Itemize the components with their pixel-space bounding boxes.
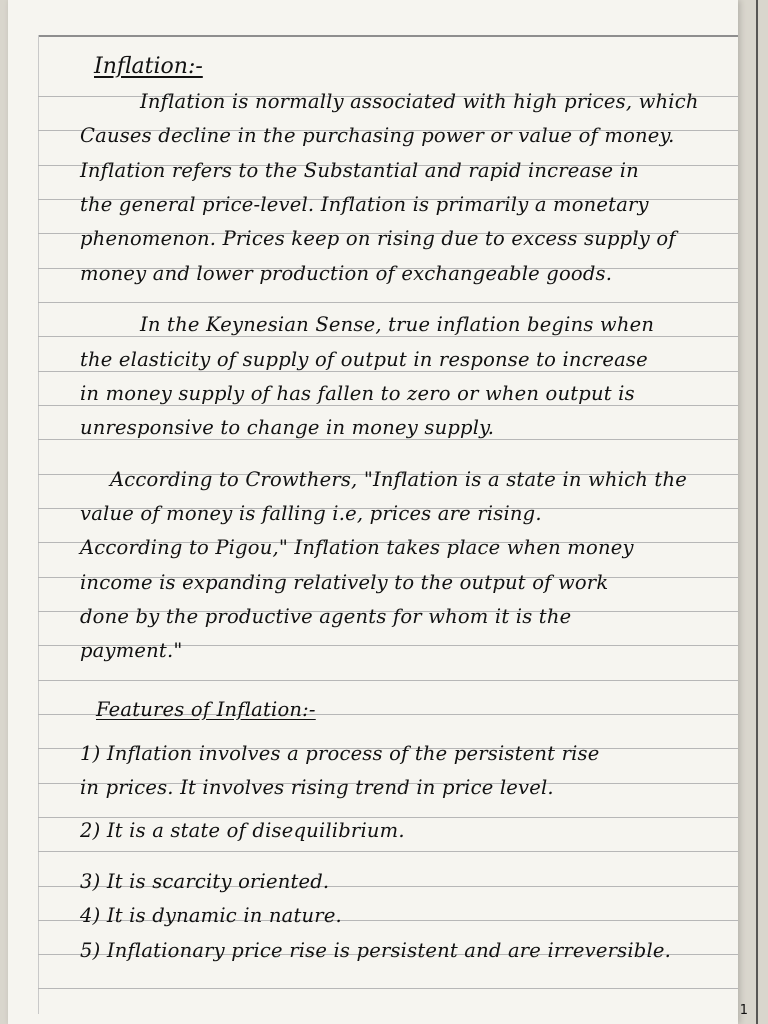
- list-item: 2) It is a state of disequilibrium.: [80, 819, 405, 842]
- ruled-line: [38, 371, 738, 372]
- ruled-line: [38, 851, 738, 852]
- list-item: 3) It is scarcity oriented.: [80, 870, 330, 893]
- body-line: payment.": [80, 639, 183, 662]
- list-item: in prices. It involves rising trend in price level.: [80, 776, 554, 799]
- body-line: According to Crowthers, "Inflation is a state in which the: [110, 468, 687, 491]
- page-number: 1: [739, 1003, 748, 1018]
- body-line: money and lower production of exchangeable goods.: [80, 262, 613, 285]
- body-line: In the Keynesian Sense, true inflation begins when: [140, 313, 655, 336]
- body-line: Causes decline in the purchasing power or value of money.: [80, 124, 675, 147]
- features-heading: Features of Inflation:-: [96, 698, 316, 721]
- body-line: the elasticity of supply of output in response to increase: [80, 348, 648, 371]
- body-line: Inflation refers to the Substantial and rapid increase in: [80, 159, 639, 182]
- ruled-line: [38, 817, 738, 818]
- page-edge: [756, 0, 758, 1024]
- body-line: in money supply of has fallen to zero or when output is: [80, 382, 635, 405]
- body-line: value of money is falling i.e, prices are rising.: [80, 502, 542, 525]
- margin-line: [38, 35, 39, 1014]
- list-item: 4) It is dynamic in nature.: [80, 904, 342, 927]
- ruled-line: [38, 988, 738, 989]
- ruled-line: [38, 405, 738, 406]
- page-title: Inflation:-: [94, 54, 203, 79]
- body-line: the general price-level. Inflation is primarily a monetary: [80, 193, 649, 216]
- body-line: According to Pigou," Inflation takes place when money: [80, 536, 634, 559]
- ruled-line: [38, 336, 738, 337]
- ruled-line: [38, 680, 738, 681]
- list-item: 1) Inflation involves a process of the persistent rise: [80, 742, 600, 765]
- body-line: Inflation is normally associated with high prices, which: [140, 90, 699, 113]
- body-line: income is expanding relatively to the output of work: [80, 571, 609, 594]
- body-line: done by the productive agents for whom it is the: [80, 605, 572, 628]
- list-item: 5) Inflationary price rise is persistent and are irreversible.: [80, 939, 672, 962]
- top-rule: [38, 35, 738, 37]
- body-line: unresponsive to change in money supply.: [80, 416, 495, 439]
- ruled-line: [38, 439, 738, 440]
- body-line: phenomenon. Prices keep on rising due to excess supply of: [80, 227, 676, 250]
- ruled-line: [38, 302, 738, 303]
